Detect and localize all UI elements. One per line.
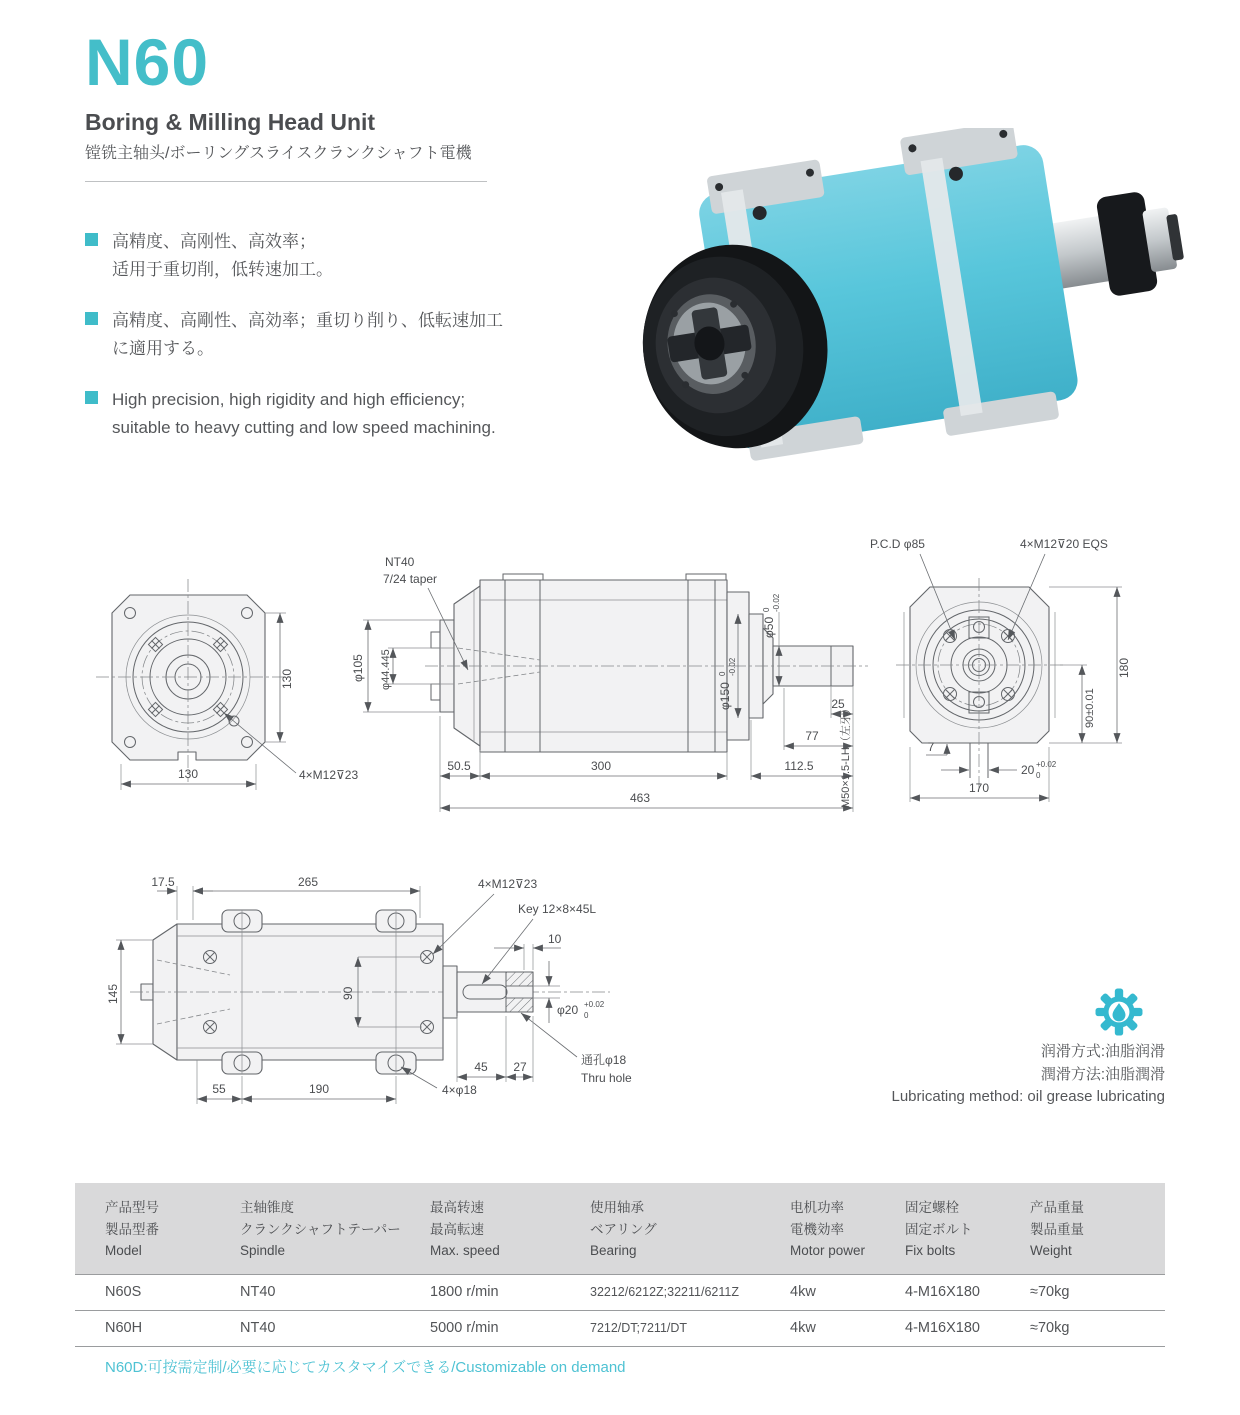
feature-item xyxy=(85,228,555,284)
label-thru-hole-en: Thru hole xyxy=(581,1071,632,1085)
dim-flange-tol-lower: -0.02 xyxy=(728,657,737,676)
product-photo xyxy=(615,128,1225,523)
label-ear-holes: 4×φ18 xyxy=(442,1083,477,1097)
dim-10: 10 xyxy=(548,932,562,946)
label-key: Key 12×8×45L xyxy=(518,902,597,916)
column-header-bearing: 使用轴承 ベアリング Bearing xyxy=(590,1200,657,1259)
lube-method-en: Lubricating method: oil grease lubricating xyxy=(891,1088,1165,1105)
lube-method-cn: 润滑方式:油脂润滑 xyxy=(1040,1043,1165,1060)
label-taper-ratio: 7/24 taper xyxy=(383,572,438,586)
dim-1125: 112.5 xyxy=(784,759,814,773)
column-header-weight: 产品重量 製品重量 Weight xyxy=(1030,1200,1084,1259)
dim-flange-tol-upper: 0 xyxy=(718,671,727,676)
drawing-bottom-view xyxy=(106,875,632,1104)
dim-rear-width: 170 xyxy=(968,781,990,795)
label-taper-type: NT40 xyxy=(385,555,415,569)
spec-table xyxy=(75,1183,1165,1377)
label-front-bolts: 4×M12⊽23 xyxy=(299,768,359,782)
label-rear-bolts: 4×M12⊽20 EQS xyxy=(1020,537,1108,551)
page-title: N60 xyxy=(85,25,210,99)
dim-slot-tol-upper: +0.02 xyxy=(1036,760,1057,769)
product-title-cjk: 镗铣主轴头/ボーリングスライスクランクシャフト電機 xyxy=(85,145,472,163)
bullet-square-icon xyxy=(85,233,98,246)
dim-190: 190 xyxy=(308,1082,330,1096)
table-row: N60H NT40 5000 r/min 7212/DT;7211/DT 4kw 4-M16X180 ≈70kg xyxy=(75,1311,1165,1347)
dim-flange-dia: φ150 xyxy=(718,682,732,710)
column-header-spindle: 主轴锥度 クランクシャフトテーパー Spindle xyxy=(240,1200,401,1259)
dim-slot-width: 20 xyxy=(1021,763,1035,777)
dim-taper-dia: φ44.445 xyxy=(380,649,392,690)
feature-item xyxy=(85,307,555,363)
dim-27: 27 xyxy=(513,1060,527,1074)
product-title-en: Boring & Milling Head Unit xyxy=(85,109,376,136)
lubrication-gear-icon xyxy=(735,988,1165,1041)
dim-hole-dia: φ20 xyxy=(557,1003,579,1017)
dim-175: 17.5 xyxy=(151,875,175,889)
label-thru-hole-cn: 通孔φ18 xyxy=(581,1053,627,1067)
drawing-front-view xyxy=(96,579,358,790)
column-header-fix-bolts: 固定螺栓 固定ボルト Fix bolts xyxy=(905,1200,973,1259)
column-header-motor-power: 电机功率 電機効率 Motor power xyxy=(790,1200,866,1259)
feature-text: High precision, high rigidity and high efficiency; suitable to heavy cutting and low speed machining. xyxy=(112,390,496,438)
table-row: N60S NT40 1800 r/min 32212/6212Z;32211/6211Z 4kw 4-M16X180 ≈70kg xyxy=(75,1275,1165,1311)
bullet-square-icon xyxy=(85,312,98,325)
dim-shaft-dia: φ50 xyxy=(762,616,776,638)
label-pcd: P.C.D φ85 xyxy=(870,537,925,551)
lube-method-ja: 潤滑方法:油脂潤滑 xyxy=(1040,1065,1165,1083)
dim-body-height: 145 xyxy=(106,983,120,1004)
feature-text: 高精度、高刚性、高效率； 适用于重切削，低转速加工。 xyxy=(112,232,333,280)
bullet-square-icon xyxy=(85,391,98,404)
feature-text: 高精度、高剛性、高効率；重切り削り、低転速加工 に適用する。 xyxy=(112,311,503,359)
header-divider xyxy=(85,181,487,182)
dim-thread-length: 25 xyxy=(831,697,845,711)
lubrication-info xyxy=(735,988,1165,1109)
dim-shaft-tol-lower: -0.02 xyxy=(772,593,781,612)
dim-slot-tol-lower: 0 xyxy=(1036,771,1041,780)
dim-front-width: 130 xyxy=(177,767,199,781)
dim-nose-dia: φ105 xyxy=(351,654,365,682)
dim-265: 265 xyxy=(297,875,319,889)
dim-505: 50.5 xyxy=(447,759,471,773)
product-photo-illustration xyxy=(615,128,1225,523)
dim-hole-tol-lower: 0 xyxy=(584,1011,589,1020)
drawing-rear-view xyxy=(870,537,1131,802)
dim-55: 55 xyxy=(212,1082,226,1096)
dim-rear-7: 7 xyxy=(927,740,935,754)
dim-77: 77 xyxy=(805,729,819,743)
column-header-max-speed: 最高转速 最高転速 Max. speed xyxy=(430,1200,500,1259)
dim-shaft-tol-upper: 0 xyxy=(762,607,771,612)
dim-bolt-span: 90 xyxy=(341,986,355,1000)
dim-rear-90: 90±0.01 xyxy=(1084,688,1096,728)
customization-note: N60D:可按需定制/必要に応じてカスタマイズできる/Customizable on demand xyxy=(105,1358,626,1376)
drawing-side-view xyxy=(351,555,868,812)
feature-item xyxy=(85,386,555,442)
dim-45: 45 xyxy=(474,1060,488,1074)
dim-300: 300 xyxy=(590,759,612,773)
dim-front-height: 130 xyxy=(280,668,294,689)
header xyxy=(85,25,505,182)
dim-463: 463 xyxy=(629,791,651,805)
dim-hole-tol-upper: +0.02 xyxy=(584,1000,605,1009)
feature-list xyxy=(85,228,555,465)
spec-table-header xyxy=(75,1183,1165,1275)
label-thread-spec: M50×1.5-LH（左牙） xyxy=(840,703,852,808)
label-bottom-bolts: 4×M12⊽23 xyxy=(478,877,538,891)
column-header-model: 产品型号 製品型番 Model xyxy=(105,1200,159,1259)
dim-rear-height: 180 xyxy=(1117,657,1131,678)
